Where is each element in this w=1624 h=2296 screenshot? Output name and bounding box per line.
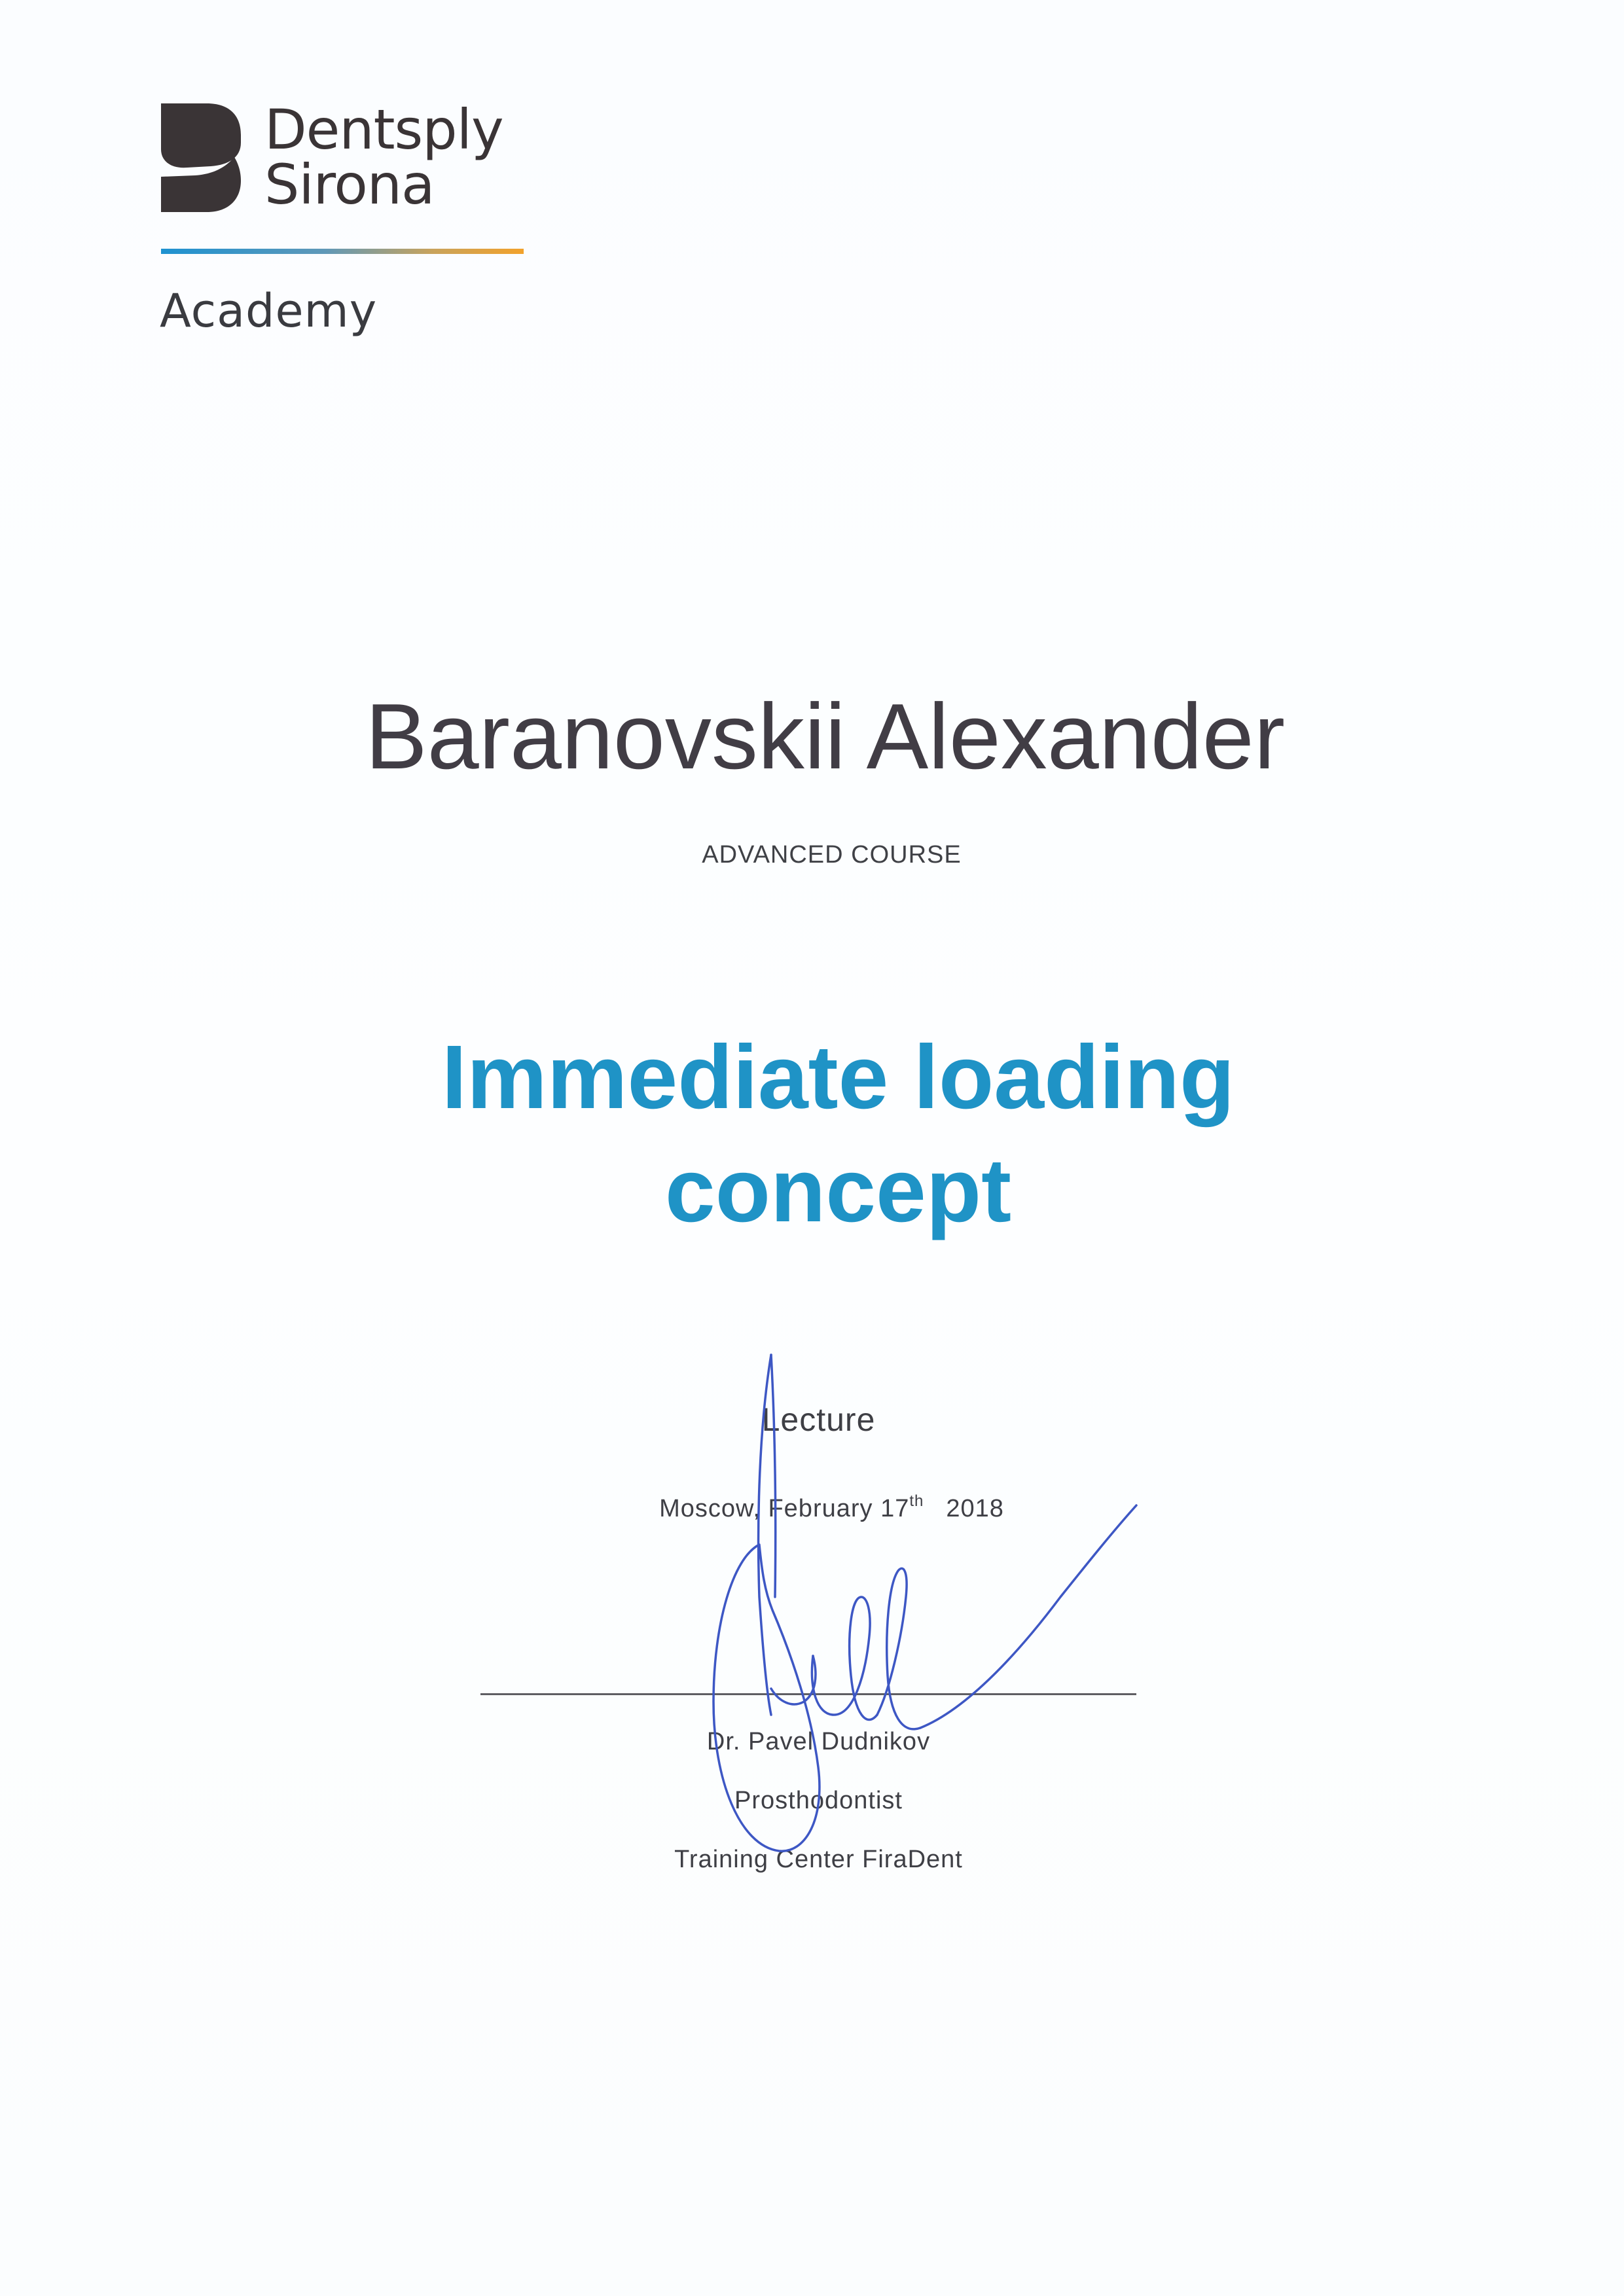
- course-title: [0, 1021, 1624, 1247]
- date-ordinal: th: [909, 1492, 924, 1510]
- signatory-role: Prosthodontist: [734, 1787, 903, 1814]
- signatory-organization: Training Center FiraDent: [674, 1846, 963, 1873]
- signatory-name: Dr. Pavel Dudnikov: [706, 1728, 931, 1755]
- course-title-line-1: Immediate loading: [441, 1027, 1235, 1128]
- course-type: ADVANCED COURSE: [702, 841, 962, 869]
- handwritten-signature: [694, 1348, 1139, 1865]
- brand-gradient-bar: [161, 249, 524, 254]
- recipient-name: Baranovskii Alexander: [365, 685, 1286, 789]
- course-title-line-2: concept: [664, 1139, 1012, 1241]
- date-year: 2018: [946, 1495, 1004, 1522]
- date-place-month: Moscow, February 17: [659, 1495, 910, 1522]
- s-logo-icon: [161, 103, 241, 212]
- academy-label: Academy: [160, 284, 378, 338]
- brand-name-line-2: Sirona: [264, 152, 435, 217]
- course-format: Lecture: [761, 1401, 876, 1438]
- brand-name-line-1: Dentsply: [264, 98, 503, 162]
